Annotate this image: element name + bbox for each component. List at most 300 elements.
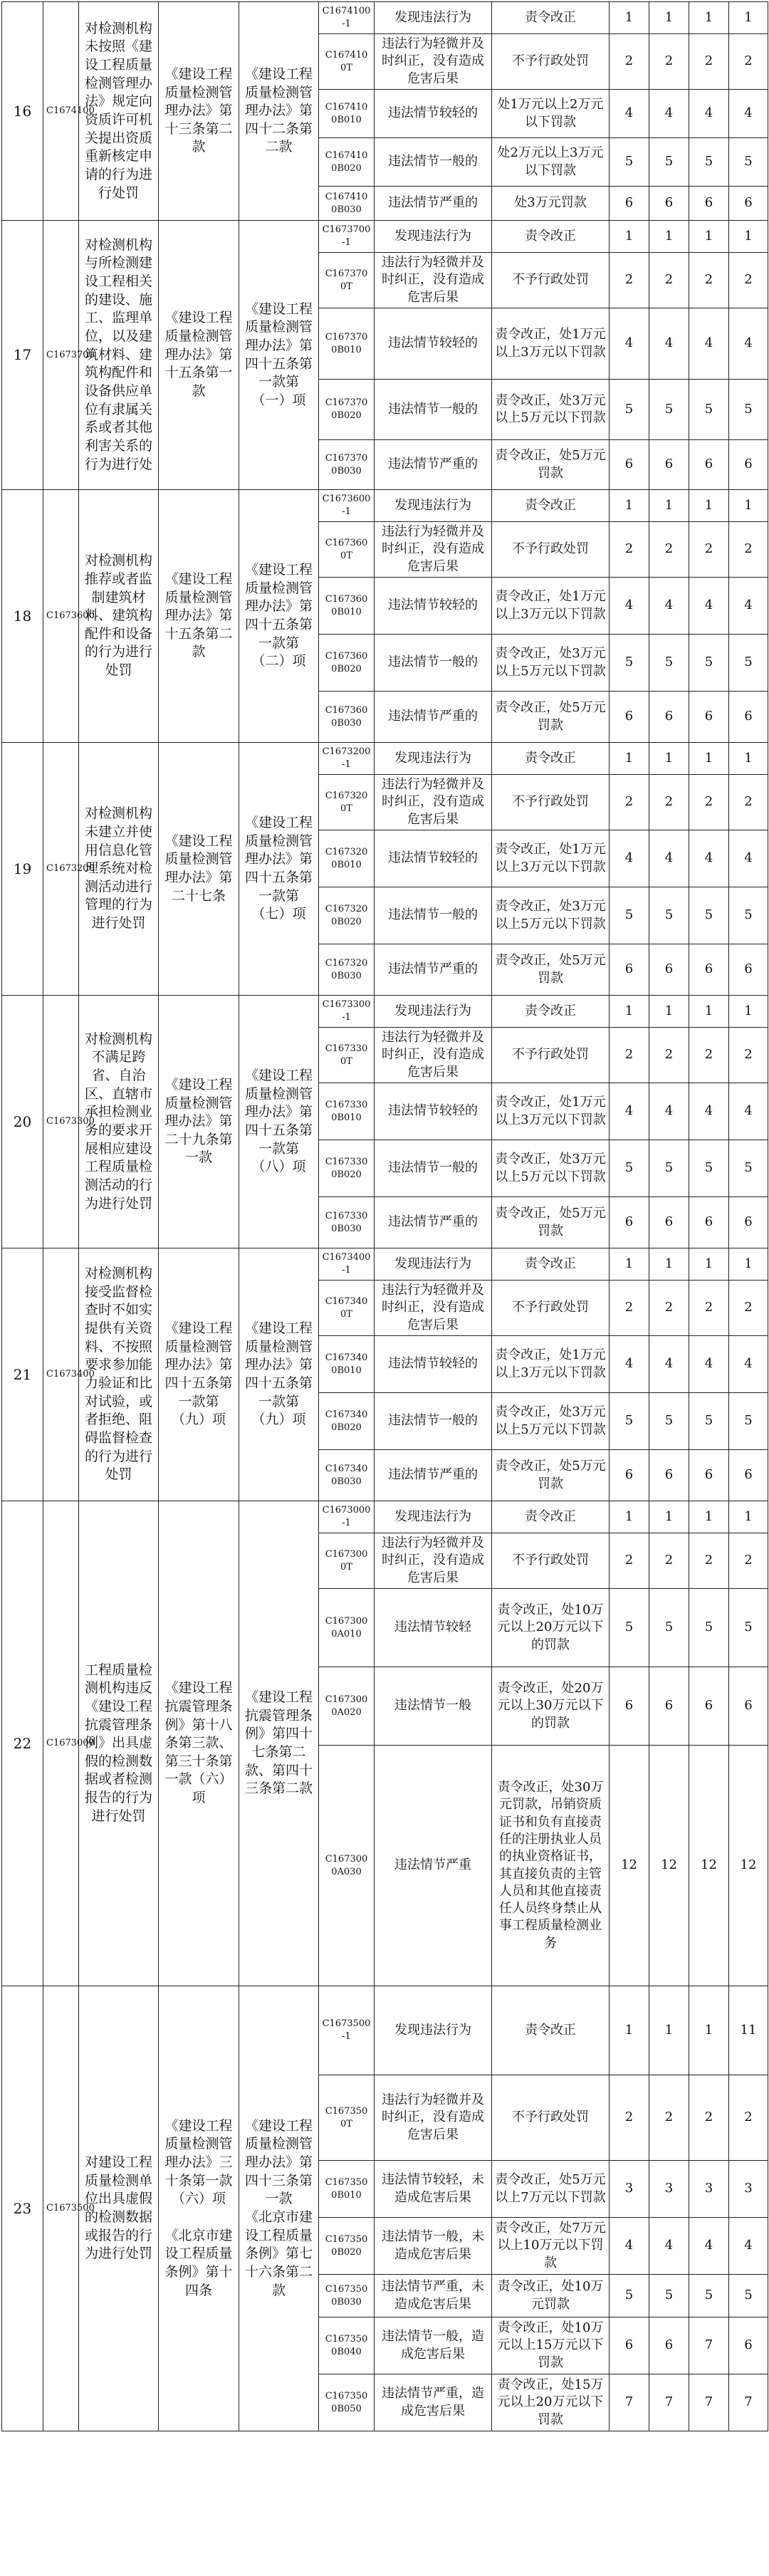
- level-number: 6: [649, 2317, 689, 2374]
- level-number: 6: [689, 1450, 729, 1501]
- violation-situation: 违法情节严重，造成危害后果: [375, 2374, 492, 2431]
- table-row: [2, 2, 768, 34]
- level-number: 1: [610, 490, 649, 522]
- violation-situation: 发现违法行为: [375, 221, 492, 253]
- level-number: 4: [649, 90, 689, 138]
- level-number: 5: [649, 1589, 689, 1667]
- level-number: 2: [649, 1028, 689, 1083]
- sub-code: C167330 0B030: [319, 1197, 375, 1248]
- level-number: 4: [689, 830, 729, 887]
- penalty-standard: 责令改正，处3万元以上5万元以下罚款: [492, 1393, 610, 1450]
- level-number: 5: [649, 138, 689, 187]
- sub-code: C167410 0B030: [319, 187, 375, 221]
- level-number: 1: [689, 2, 729, 34]
- level-number: 1: [689, 996, 729, 1028]
- level-number: 2: [649, 775, 689, 830]
- level-number: 1: [729, 490, 768, 522]
- penalty-standard: 不予行政处罚: [492, 775, 610, 830]
- level-number: 5: [649, 1140, 689, 1197]
- sub-code: C167370 0B020: [319, 380, 375, 440]
- violation-situation: 违法情节严重的: [375, 187, 492, 221]
- level-number: 6: [610, 1197, 649, 1248]
- level-number: 2: [729, 1281, 768, 1336]
- level-number: 7: [689, 2317, 729, 2374]
- item-name: 对检测机构未建立并使用信息化管理系统对检测活动进行管理的行为进行处罚: [79, 743, 159, 996]
- item-name: 对检测机构与所检测建设工程相关的建设、施工、监理单位，以及建筑材料、建筑构配件和设备供应单位有隶属关系或者其他利害关系的行为进行处: [79, 221, 159, 490]
- level-number: 2: [689, 1028, 729, 1083]
- penalty-standard: 责令改正，处3万元以上5万元以下罚款: [492, 635, 610, 692]
- level-number: 1: [729, 221, 768, 253]
- level-number: 4: [689, 90, 729, 138]
- penalty-standard: 责令改正，处5万元以上7万元以下罚款: [492, 2161, 610, 2218]
- level-number: 6: [610, 692, 649, 743]
- legal-basis-provision: 《建设工程质量检测管理办法》第十五条第二款: [159, 490, 239, 743]
- level-number: 2: [649, 1533, 689, 1589]
- violation-situation: 违法情节严重，未造成危害后果: [375, 2275, 492, 2317]
- level-number: 1: [689, 743, 729, 775]
- item-code: C1673200: [43, 743, 79, 996]
- level-number: 1: [689, 490, 729, 522]
- item-name: 对检测机构不满足跨省、自治区、直辖市承担检测业务的要求开展相应建设工程质量检测活动的行为进行处罚: [79, 996, 159, 1248]
- level-number: 4: [610, 90, 649, 138]
- sub-code: C167320 0B010: [319, 830, 375, 887]
- level-number: 6: [610, 2317, 649, 2374]
- item-seq: 23: [2, 1986, 43, 2431]
- sub-code: C167340 0B010: [319, 1336, 375, 1393]
- level-number: 5: [610, 635, 649, 692]
- level-number: 4: [649, 2218, 689, 2275]
- penalty-standard: 不予行政处罚: [492, 2075, 610, 2161]
- sub-code: C167370 0B030: [319, 440, 375, 490]
- level-number: 2: [610, 253, 649, 308]
- level-number: 4: [649, 578, 689, 635]
- legal-basis-penalty: 《建设工程质量检测管理办法》第四十五条第一款第（二）项: [239, 490, 319, 743]
- level-number: 2: [689, 522, 729, 578]
- level-number: 2: [689, 2075, 729, 2161]
- level-number: 6: [729, 187, 768, 221]
- level-number: 6: [610, 944, 649, 996]
- penalty-standard: 责令改正，处1万元以上3万元以下罚款: [492, 830, 610, 887]
- sub-code: C167360 0B020: [319, 635, 375, 692]
- level-number: 2: [649, 1281, 689, 1336]
- item-seq: 22: [2, 1501, 43, 1986]
- legal-basis-penalty: 《建设工程质量检测管理办法》第四十五条第一款第（八）项: [239, 996, 319, 1248]
- violation-situation: 违法情节较轻的: [375, 90, 492, 138]
- violation-situation: 发现违法行为: [375, 996, 492, 1028]
- level-number: 5: [610, 380, 649, 440]
- violation-situation: 违法情节一般的: [375, 635, 492, 692]
- level-number: 6: [729, 944, 768, 996]
- level-number: 1: [649, 996, 689, 1028]
- penalty-standard: 责令改正: [492, 490, 610, 522]
- level-number: 1: [610, 996, 649, 1028]
- level-number: 6: [689, 187, 729, 221]
- level-number: 1: [729, 2, 768, 34]
- level-number: 2: [649, 2075, 689, 2161]
- level-number: 6: [649, 1667, 689, 1746]
- level-number: 12: [729, 1746, 768, 1986]
- level-number: 2: [729, 2075, 768, 2161]
- item-seq: 17: [2, 221, 43, 490]
- sub-code: C167350 0B050: [319, 2374, 375, 2431]
- level-number: 6: [649, 944, 689, 996]
- level-number: 4: [689, 1083, 729, 1140]
- level-number: 5: [649, 380, 689, 440]
- sub-code: C167410 0T: [319, 34, 375, 90]
- penalty-standard: 不予行政处罚: [492, 1028, 610, 1083]
- level-number: 4: [610, 830, 649, 887]
- violation-situation: 违法情节一般的: [375, 887, 492, 944]
- level-number: 4: [610, 2218, 649, 2275]
- level-number: 1: [649, 743, 689, 775]
- level-number: 2: [689, 1533, 729, 1589]
- penalty-standard: 责令改正: [492, 1248, 610, 1281]
- penalty-standard: 责令改正: [492, 1501, 610, 1533]
- sub-code: C167330 0T: [319, 1028, 375, 1083]
- sub-code: C167350 0B010: [319, 2161, 375, 2218]
- level-number: 4: [689, 308, 729, 380]
- level-number: 11: [729, 1986, 768, 2075]
- penalty-standard: 处2万元以上3万元以下罚款: [492, 138, 610, 187]
- violation-situation: 违法行为轻微并及时纠正，没有造成危害后果: [375, 775, 492, 830]
- item-code: C1673300: [43, 996, 79, 1248]
- level-number: 6: [689, 440, 729, 490]
- level-number: 1: [729, 743, 768, 775]
- sub-code: C1673600-1: [319, 490, 375, 522]
- legal-basis-provision: 《建设工程质量检测管理办法》第十三条第二款: [159, 2, 239, 221]
- level-number: 1: [610, 1248, 649, 1281]
- level-number: 6: [729, 1450, 768, 1501]
- violation-situation: 违法情节严重的: [375, 1450, 492, 1501]
- level-number: 6: [689, 1197, 729, 1248]
- level-number: 4: [729, 1083, 768, 1140]
- sub-code: C167300 0A010: [319, 1589, 375, 1667]
- sub-code: C1673500-1: [319, 1986, 375, 2075]
- level-number: 5: [729, 2275, 768, 2317]
- level-number: 5: [729, 635, 768, 692]
- violation-situation: 违法情节较轻的: [375, 308, 492, 380]
- level-number: 2: [610, 522, 649, 578]
- level-number: 2: [689, 34, 729, 90]
- sub-code: C167340 0T: [319, 1281, 375, 1336]
- level-number: 3: [729, 2161, 768, 2218]
- legal-basis-penalty: 《建设工程质量检测管理办法》第四十二条第二款: [239, 2, 319, 221]
- level-number: 1: [649, 2, 689, 34]
- level-number: 4: [729, 578, 768, 635]
- level-number: 4: [610, 308, 649, 380]
- level-number: 4: [729, 90, 768, 138]
- violation-situation: 违法行为轻微并及时纠正，没有造成危害后果: [375, 1533, 492, 1589]
- penalty-standard: 责令改正，处20万元以上30万元以下的罚款: [492, 1667, 610, 1746]
- table-row: [2, 1501, 768, 1533]
- item-code: C1674100: [43, 2, 79, 221]
- sub-code: C167340 0B020: [319, 1393, 375, 1450]
- level-number: 5: [689, 1589, 729, 1667]
- item-name: 对检测机构未按照《建设工程质量检测管理办法》规定向资质许可机关提出资质重新核定申请的行为进行处罚: [79, 2, 159, 221]
- penalty-standard: 责令改正: [492, 221, 610, 253]
- violation-situation: 违法情节严重的: [375, 1197, 492, 1248]
- level-number: 1: [610, 1986, 649, 2075]
- level-number: 4: [610, 1336, 649, 1393]
- level-number: 7: [689, 2374, 729, 2431]
- penalty-standard: 责令改正: [492, 1986, 610, 2075]
- level-number: 4: [649, 1336, 689, 1393]
- penalty-standard: 责令改正，处5万元罚款: [492, 440, 610, 490]
- level-number: 6: [689, 692, 729, 743]
- level-number: 4: [610, 1083, 649, 1140]
- penalty-standard: 责令改正，处3万元以上5万元以下罚款: [492, 1140, 610, 1197]
- penalty-standard: 责令改正，处5万元罚款: [492, 944, 610, 996]
- level-number: 4: [729, 1336, 768, 1393]
- penalty-standard: 责令改正，处5万元罚款: [492, 1450, 610, 1501]
- table-row: [2, 1248, 768, 1281]
- penalty-standard: 不予行政处罚: [492, 253, 610, 308]
- level-number: 6: [649, 440, 689, 490]
- level-number: 6: [610, 1450, 649, 1501]
- violation-situation: 发现违法行为: [375, 490, 492, 522]
- level-number: 6: [649, 692, 689, 743]
- sub-code: C167300 0T: [319, 1533, 375, 1589]
- penalty-standard: 责令改正: [492, 2, 610, 34]
- sub-code: C167300 0A030: [319, 1746, 375, 1986]
- violation-situation: 违法情节一般的: [375, 1393, 492, 1450]
- level-number: 4: [689, 2218, 729, 2275]
- sub-code: C167350 0T: [319, 2075, 375, 2161]
- sub-code: C167350 0B020: [319, 2218, 375, 2275]
- penalty-standard: 责令改正，处15万元以上20万元以下罚款: [492, 2374, 610, 2431]
- violation-situation: 发现违法行为: [375, 1501, 492, 1533]
- item-code: C1673000: [43, 1501, 79, 1986]
- legal-basis-provision: 《建设工程质量检测管理办法》第四十五条第一款第（九）项: [159, 1248, 239, 1501]
- level-number: 2: [729, 1028, 768, 1083]
- sub-code: C1673000-1: [319, 1501, 375, 1533]
- level-number: 1: [729, 1248, 768, 1281]
- level-number: 2: [649, 253, 689, 308]
- table-row: [2, 996, 768, 1028]
- level-number: 12: [610, 1746, 649, 1986]
- item-seq: 21: [2, 1248, 43, 1501]
- sub-code: C167350 0B040: [319, 2317, 375, 2374]
- level-number: 1: [649, 490, 689, 522]
- level-number: 1: [689, 1248, 729, 1281]
- penalty-standard: 责令改正，处5万元罚款: [492, 1197, 610, 1248]
- level-number: 6: [610, 1667, 649, 1746]
- sub-code: C167360 0B030: [319, 692, 375, 743]
- sub-code: C167360 0B010: [319, 578, 375, 635]
- legal-basis-penalty: 《建设工程质量检测管理办法》第四十五条第一款第（九）项: [239, 1248, 319, 1501]
- legal-basis-provision: 《建设工程质量检测管理办法》第十五条第一款: [159, 221, 239, 490]
- level-number: 2: [729, 1533, 768, 1589]
- level-number: 5: [649, 2275, 689, 2317]
- sub-code: C167320 0T: [319, 775, 375, 830]
- violation-situation: 违法情节较轻的: [375, 1336, 492, 1393]
- level-number: 2: [610, 775, 649, 830]
- level-number: 6: [729, 2317, 768, 2374]
- penalty-standard: 责令改正，处7万元以上10万元以下罚款: [492, 2218, 610, 2275]
- level-number: 5: [610, 1393, 649, 1450]
- penalty-standard: 不予行政处罚: [492, 34, 610, 90]
- level-number: 6: [649, 1197, 689, 1248]
- legal-basis-penalty: 《建设工程质量检测管理办法》第四十三条第一款 《北京市建设工程质量条例》第七十六条第二款: [239, 1986, 319, 2431]
- level-number: 1: [649, 221, 689, 253]
- penalty-standard: 责令改正，处10万元以上20万元以下的罚款: [492, 1589, 610, 1667]
- sub-code: C167370 0B010: [319, 308, 375, 380]
- item-seq: 18: [2, 490, 43, 743]
- level-number: 5: [610, 138, 649, 187]
- violation-situation: 违法情节一般的: [375, 138, 492, 187]
- level-number: 5: [729, 1393, 768, 1450]
- level-number: 2: [610, 1533, 649, 1589]
- level-number: 5: [689, 635, 729, 692]
- penalty-standard: 处3万元罚款: [492, 187, 610, 221]
- violation-situation: 违法行为轻微并及时纠正，没有造成危害后果: [375, 34, 492, 90]
- level-number: 7: [610, 2374, 649, 2431]
- penalty-table: [1, 1, 768, 2431]
- sub-code: C167360 0T: [319, 522, 375, 578]
- level-number: 5: [689, 2275, 729, 2317]
- penalty-standard: 不予行政处罚: [492, 522, 610, 578]
- level-number: 6: [610, 187, 649, 221]
- level-number: 6: [729, 692, 768, 743]
- penalty-standard: 责令改正，处1万元以上3万元以下罚款: [492, 1083, 610, 1140]
- level-number: 7: [649, 2374, 689, 2431]
- level-number: 6: [649, 1450, 689, 1501]
- table-row: [2, 1986, 768, 2075]
- level-number: 3: [610, 2161, 649, 2218]
- level-number: 4: [649, 308, 689, 380]
- penalty-standard: 责令改正: [492, 996, 610, 1028]
- penalty-standard: 责令改正，处3万元以上5万元以下罚款: [492, 887, 610, 944]
- penalty-standard: 处1万元以上2万元以下罚款: [492, 90, 610, 138]
- violation-situation: 违法情节一般的: [375, 1140, 492, 1197]
- item-name: 对检测机构推荐或者监制建筑材料、建筑构配件和设备的行为进行处罚: [79, 490, 159, 743]
- level-number: 2: [689, 253, 729, 308]
- violation-situation: 发现违法行为: [375, 1986, 492, 2075]
- sub-code: C167330 0B020: [319, 1140, 375, 1197]
- level-number: 4: [729, 830, 768, 887]
- level-number: 5: [610, 1589, 649, 1667]
- sub-code: C1673300-1: [319, 996, 375, 1028]
- violation-situation: 违法情节较轻，未造成危害后果: [375, 2161, 492, 2218]
- level-number: 7: [729, 2374, 768, 2431]
- level-number: 1: [689, 1501, 729, 1533]
- level-number: 12: [689, 1746, 729, 1986]
- level-number: 1: [610, 1501, 649, 1533]
- level-number: 2: [610, 1281, 649, 1336]
- level-number: 6: [689, 944, 729, 996]
- level-number: 2: [729, 775, 768, 830]
- legal-basis-provision: 《建设工程质量检测管理办法》第二十九条第一款: [159, 996, 239, 1248]
- table-row: [2, 490, 768, 522]
- level-number: 5: [689, 138, 729, 187]
- level-number: 5: [729, 138, 768, 187]
- violation-situation: 违法行为轻微并及时纠正，没有造成危害后果: [375, 1281, 492, 1336]
- penalty-standard: 责令改正，处30万元罚款，吊销资质证书和负有直接责任的注册执业人员的执业资格证书，其直接负责的主管人员和其他直接责任人员终身禁止从事工程质量检测业务: [492, 1746, 610, 1986]
- item-code: C1673600: [43, 490, 79, 743]
- level-number: 1: [610, 2, 649, 34]
- sub-code: C167320 0B030: [319, 944, 375, 996]
- table-row: [2, 743, 768, 775]
- sub-code: C167410 0B010: [319, 90, 375, 138]
- level-number: 1: [610, 743, 649, 775]
- violation-situation: 违法情节一般的: [375, 380, 492, 440]
- level-number: 4: [689, 1336, 729, 1393]
- level-number: 5: [729, 1140, 768, 1197]
- sub-code: C167330 0B010: [319, 1083, 375, 1140]
- penalty-standard: 责令改正，处3万元以上5万元以下罚款: [492, 380, 610, 440]
- item-name: 对检测机构接受监督检查时不如实提供有关资料、不按照要求参加能力验证和比对试验，或者拒绝、阻碍监督检查的行为进行处罚: [79, 1248, 159, 1501]
- sub-code: C167300 0A020: [319, 1667, 375, 1746]
- sub-code: C1673400-1: [319, 1248, 375, 1281]
- level-number: 6: [689, 1667, 729, 1746]
- legal-basis-penalty: 《建设工程质量检测管理办法》第四十五条第一款第（七）项: [239, 743, 319, 996]
- level-number: 5: [649, 635, 689, 692]
- violation-situation: 违法情节较轻的: [375, 578, 492, 635]
- level-number: 2: [649, 34, 689, 90]
- level-number: 5: [729, 1589, 768, 1667]
- level-number: 5: [610, 1140, 649, 1197]
- level-number: 5: [689, 887, 729, 944]
- level-number: 1: [729, 1501, 768, 1533]
- level-number: 12: [649, 1746, 689, 1986]
- violation-situation: 违法情节一般: [375, 1667, 492, 1746]
- level-number: 5: [649, 887, 689, 944]
- level-number: 2: [610, 34, 649, 90]
- level-number: 3: [649, 2161, 689, 2218]
- penalty-standard: 责令改正: [492, 743, 610, 775]
- sub-code: C167410 0B020: [319, 138, 375, 187]
- level-number: 4: [729, 308, 768, 380]
- violation-situation: 违法情节严重: [375, 1746, 492, 1986]
- violation-situation: 发现违法行为: [375, 743, 492, 775]
- level-number: 5: [729, 380, 768, 440]
- legal-basis-penalty: 《建设工程质量检测管理办法》第四十五条第一款第（一）项: [239, 221, 319, 490]
- level-number: 6: [729, 1197, 768, 1248]
- violation-situation: 违法行为轻微并及时纠正，没有造成危害后果: [375, 253, 492, 308]
- penalty-standard: 不予行政处罚: [492, 1281, 610, 1336]
- item-seq: 16: [2, 2, 43, 221]
- level-number: 5: [649, 1393, 689, 1450]
- item-seq: 19: [2, 743, 43, 996]
- level-number: 5: [689, 380, 729, 440]
- sub-code: C1673200-1: [319, 743, 375, 775]
- level-number: 1: [689, 1986, 729, 2075]
- level-number: 5: [610, 887, 649, 944]
- level-number: 4: [689, 578, 729, 635]
- legal-basis-provision: 《建设工程抗震管理条例》第十八条第三款、第三十条第一款（六）项: [159, 1501, 239, 1986]
- legal-basis-provision: 《建设工程质量检测管理办法》三十条第一款（六）项 《北京市建设工程质量条例》第十四条: [159, 1986, 239, 2431]
- penalty-standard: 责令改正，处1万元以上3万元以下罚款: [492, 1336, 610, 1393]
- sub-code: C167350 0B030: [319, 2275, 375, 2317]
- item-seq: 20: [2, 996, 43, 1248]
- level-number: 3: [689, 2161, 729, 2218]
- level-number: 1: [610, 221, 649, 253]
- penalty-standard: 不予行政处罚: [492, 1533, 610, 1589]
- violation-situation: 违法情节严重的: [375, 692, 492, 743]
- level-number: 5: [610, 2275, 649, 2317]
- item-code: C1673400: [43, 1248, 79, 1501]
- level-number: 2: [649, 522, 689, 578]
- level-number: 5: [729, 887, 768, 944]
- penalty-standard: 责令改正，处10万元以上15万元以下罚款: [492, 2317, 610, 2374]
- violation-situation: 违法情节一般，造成危害后果: [375, 2317, 492, 2374]
- level-number: 1: [649, 1986, 689, 2075]
- level-number: 6: [649, 187, 689, 221]
- level-number: 2: [729, 522, 768, 578]
- level-number: 1: [689, 221, 729, 253]
- legal-basis-provision: 《建设工程质量检测管理办法》第二十七条: [159, 743, 239, 996]
- level-number: 2: [689, 1281, 729, 1336]
